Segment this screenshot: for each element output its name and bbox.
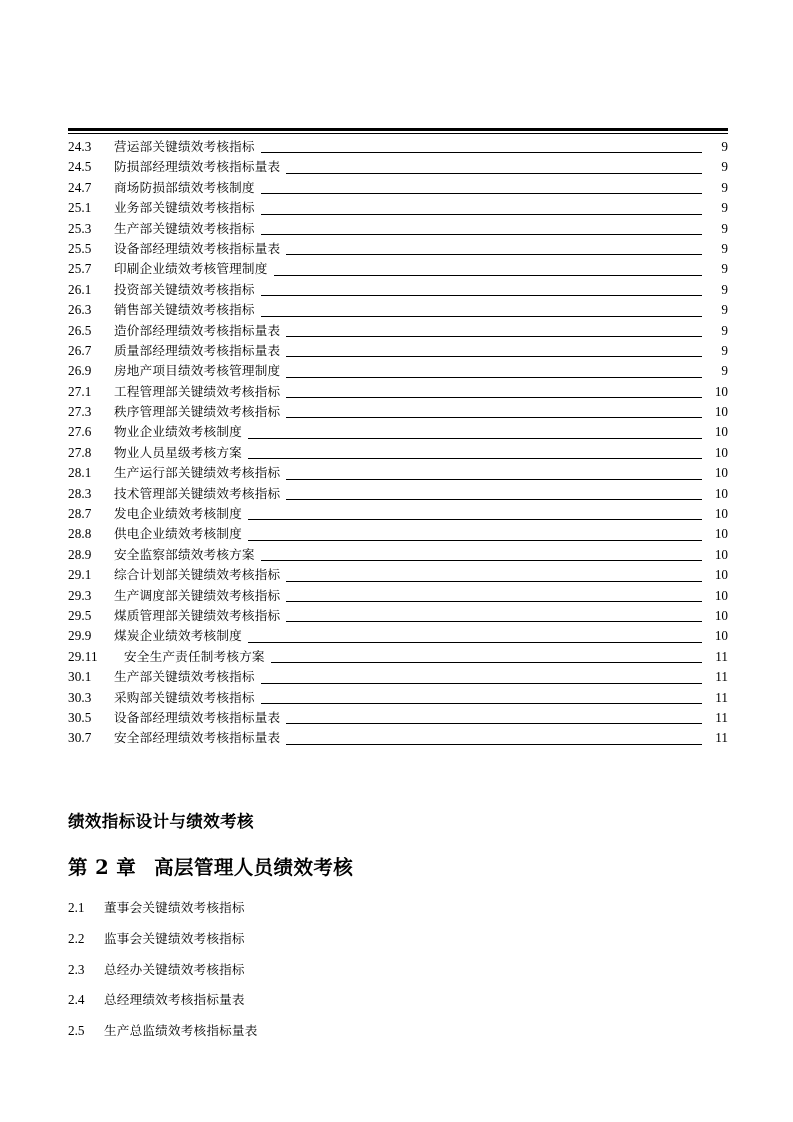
toc-entry-page-number: 10 [714,404,728,420]
toc-entry[interactable] [68,667,728,687]
toc-entry-title: 生产运行部关键绩效考核指标 [114,465,281,481]
toc-entry[interactable] [68,422,728,442]
chapter-item[interactable] [68,924,688,955]
toc-leader-line [272,275,706,276]
table-of-contents [68,128,728,749]
chapter-item[interactable] [68,1016,688,1047]
toc-leader-line [259,214,706,215]
toc-entry-title: 物业企业绩效考核制度 [114,424,242,440]
toc-entry-title: 煤质管理部关键绩效考核指标 [114,607,281,623]
toc-entry-title: 营运部关键绩效考核指标 [114,139,255,154]
section-title: 绩效指标设计与绩效考核 [68,812,254,831]
toc-entry-page-number: 10 [714,567,728,583]
toc-entry-number: 29.11 [68,648,98,664]
chapter-item-number: 2.4 [68,992,85,1008]
toc-entry-title: 销售部关键绩效考核指标 [114,302,255,318]
toc-entry-title: 技术管理部关键绩效考核指标 [114,485,281,501]
toc-entry-page-number: 10 [714,526,728,542]
toc-leader-line [259,316,706,317]
chapter-title: 高层管理人员绩效考核 [154,856,354,879]
toc-entry[interactable] [68,647,728,667]
toc-entry[interactable] [68,586,728,606]
toc-entry-number: 26.9 [68,363,92,379]
toc-leader-line [284,417,706,418]
toc-entry-number: 27.6 [68,424,92,440]
toc-entry-title: 造价部经理绩效考核指标量表 [114,322,281,338]
toc-entry-number: 25.5 [68,240,92,256]
toc-leader-line [259,703,706,704]
toc-entry-page-number: 9 [721,179,728,195]
toc-entry-number: 30.3 [68,689,92,705]
chapter-item-number: 2.2 [68,930,85,946]
toc-entry[interactable] [68,321,728,341]
toc-entry[interactable] [68,219,728,239]
toc-entry[interactable] [68,688,728,708]
toc-leader-line [284,397,706,398]
toc-entry-page-number: 9 [721,302,728,318]
chapter-item-number: 2.3 [68,961,85,977]
toc-entry-number: 28.1 [68,465,92,481]
toc-leader-line [284,254,706,255]
toc-entry-title: 煤炭企业绩效考核制度 [114,628,242,644]
toc-leader-line [284,336,706,337]
toc-leader-line [246,519,706,520]
toc-entry-number: 26.7 [68,342,92,358]
toc-leader-line [246,438,706,439]
toc-entry[interactable] [68,341,728,361]
chapter-item-title: 生产总监绩效考核指标量表 [104,1023,258,1039]
toc-entry-page-number: 9 [721,363,728,379]
toc-entry-title: 采购部关键绩效考核指标 [114,689,255,705]
toc-entry-title: 生产部关键绩效考核指标 [114,220,255,236]
toc-leader-line [284,377,706,378]
toc-entry-page-number: 10 [714,607,728,623]
toc-entry-number: 28.3 [68,485,92,501]
toc-entry-number: 29.5 [68,607,92,623]
toc-entry[interactable] [68,606,728,626]
toc-entry-title: 业务部关键绩效考核指标 [114,200,255,216]
toc-leader-line [284,581,706,582]
toc-entry-page-number: 9 [721,139,728,154]
toc-entry-page-number: 10 [714,506,728,522]
toc-leader-line [259,152,706,153]
chapter-item[interactable] [68,985,688,1016]
toc-leader-line [259,234,706,235]
toc-entry-number: 26.1 [68,281,92,297]
toc-entry-page-number: 10 [714,546,728,562]
toc-leader-line [284,723,706,724]
toc-entry-page-number: 10 [714,587,728,603]
chapter-item[interactable] [68,893,688,924]
toc-top-double-rule [68,128,728,134]
toc-entry-page-number: 10 [714,465,728,481]
toc-leader-line [246,540,706,541]
toc-entry[interactable] [68,545,728,565]
toc-entry-title: 投资部关键绩效考核指标 [114,281,255,297]
toc-entry[interactable] [68,626,728,646]
toc-entry-page-number: 10 [714,485,728,501]
toc-entry-number: 29.1 [68,567,92,583]
toc-entry-number: 25.3 [68,220,92,236]
toc-entry-page-number: 11 [715,669,728,685]
toc-leader-line [284,601,706,602]
toc-entry-page-number: 9 [721,200,728,216]
toc-entry[interactable] [68,484,728,504]
toc-entry[interactable] [68,157,728,177]
toc-entry-title: 房地产项目绩效考核管理制度 [114,363,281,379]
toc-entry[interactable] [68,524,728,544]
toc-entry[interactable] [68,402,728,422]
toc-entry-page-number: 11 [715,648,728,664]
chapter-item-number: 2.5 [68,1023,85,1039]
toc-entry-title: 设备部经理绩效考核指标量表 [114,240,281,256]
toc-entry-page-number: 9 [721,159,728,175]
toc-entry-number: 27.1 [68,383,92,399]
toc-entry-list [68,137,728,749]
toc-entry-title: 设备部经理绩效考核指标量表 [114,709,281,725]
toc-entry-number: 29.3 [68,587,92,603]
toc-entry-page-number: 9 [721,342,728,358]
toc-entry[interactable] [68,300,728,320]
toc-entry[interactable] [68,463,728,483]
toc-entry-number: 30.1 [68,669,92,685]
toc-entry-title: 供电企业绩效考核制度 [114,526,242,542]
toc-entry[interactable] [68,239,728,259]
chapter-label: 第 2 章 [68,856,137,879]
toc-entry[interactable] [68,280,728,300]
toc-entry-title: 物业人员星级考核方案 [114,444,242,460]
toc-entry[interactable] [68,198,728,218]
toc-entry-title: 综合计划部关键绩效考核指标 [114,567,281,583]
toc-entry-page-number: 9 [721,322,728,338]
toc-entry-title: 商场防损部绩效考核制度 [114,179,255,195]
toc-entry-page-number: 10 [714,628,728,644]
toc-entry-number: 26.5 [68,322,92,338]
chapter-item-title: 总经理绩效考核指标量表 [104,992,245,1008]
chapter-item-title: 监事会关键绩效考核指标 [104,930,245,946]
toc-entry[interactable] [68,137,728,157]
toc-leader-line [246,642,706,643]
toc-entry[interactable] [68,178,728,198]
toc-entry-number: 30.7 [68,730,92,746]
toc-entry-number: 30.5 [68,709,92,725]
toc-entry-number: 26.3 [68,302,92,318]
toc-entry[interactable] [68,504,728,524]
toc-entry-title: 印刷企业绩效考核管理制度 [114,261,268,277]
toc-entry-page-number: 9 [721,281,728,297]
toc-entry-title: 安全生产责任制考核方案 [124,648,265,664]
toc-entry-title: 秩序管理部关键绩效考核指标 [114,404,281,420]
chapter-item-list [68,893,688,1047]
toc-leader-line [284,744,706,745]
toc-entry-page-number: 11 [715,689,728,705]
toc-entry-title: 防损部经理绩效考核指标量表 [114,159,281,175]
chapter-item-title: 董事会关键绩效考核指标 [104,900,245,915]
toc-leader-line [269,662,706,663]
toc-leader-line [259,560,706,561]
toc-entry-title: 质量部经理绩效考核指标量表 [114,342,281,358]
toc-entry[interactable] [68,443,728,463]
toc-entry-number: 24.3 [68,139,92,154]
toc-entry-page-number: 9 [721,240,728,256]
toc-leader-line [284,479,706,480]
toc-leader-line [284,356,706,357]
toc-leader-line [246,458,706,459]
toc-entry[interactable] [68,565,728,585]
toc-entry-title: 发电企业绩效考核制度 [114,506,242,522]
toc-entry-page-number: 9 [721,261,728,277]
toc-entry-number: 28.8 [68,526,92,542]
toc-leader-line [259,295,706,296]
toc-entry-number: 24.5 [68,159,92,175]
toc-leader-line [284,499,706,500]
toc-entry-number: 27.3 [68,404,92,420]
toc-entry-number: 27.8 [68,444,92,460]
toc-entry-page-number: 10 [714,383,728,399]
chapter-item[interactable] [68,955,688,986]
toc-entry-title: 生产部关键绩效考核指标 [114,669,255,685]
chapter-item-number: 2.1 [68,900,85,915]
toc-entry-number: 24.7 [68,179,92,195]
toc-entry[interactable] [68,259,728,279]
toc-leader-line [259,193,706,194]
toc-entry-title: 生产调度部关键绩效考核指标 [114,587,281,603]
toc-entry-number: 25.7 [68,261,92,277]
toc-entry-number: 28.7 [68,506,92,522]
toc-entry-page-number: 11 [715,709,728,725]
chapter-heading [68,852,353,880]
toc-entry-page-number: 10 [714,444,728,460]
toc-entry-number: 28.9 [68,546,92,562]
toc-entry-number: 29.9 [68,628,92,644]
toc-entry-title: 安全监察部绩效考核方案 [114,546,255,562]
toc-entry-page-number: 10 [714,424,728,440]
toc-leader-line [284,621,706,622]
toc-entry-page-number: 9 [721,220,728,236]
chapter-item-title: 总经办关键绩效考核指标 [104,961,245,977]
toc-entry[interactable] [68,382,728,402]
toc-entry[interactable] [68,708,728,728]
toc-leader-line [259,683,706,684]
toc-leader-line [284,173,706,174]
toc-entry-page-number: 11 [715,730,728,746]
toc-entry-number: 25.1 [68,200,92,216]
toc-entry-title: 安全部经理绩效考核指标量表 [114,730,281,746]
toc-entry[interactable] [68,728,728,748]
toc-entry-title: 工程管理部关键绩效考核指标 [114,383,281,399]
toc-entry[interactable] [68,361,728,381]
